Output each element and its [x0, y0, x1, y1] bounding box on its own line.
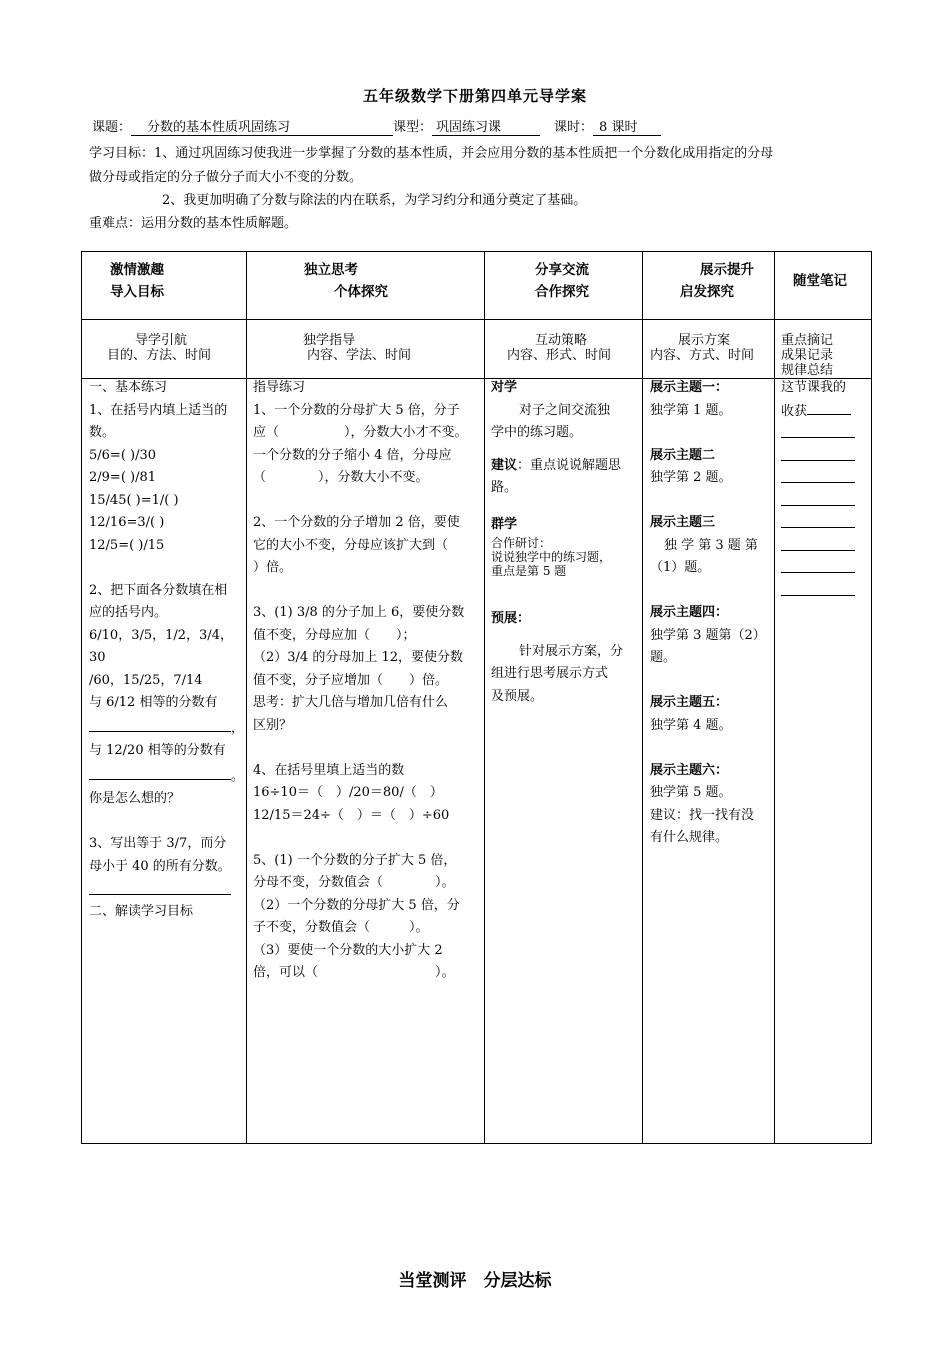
header-col4-line2: 启发探究 [680, 284, 734, 300]
col2-line: 4、在括号里填上适当的数 [253, 762, 405, 778]
col1-line: 2/9=( )/81 [89, 470, 157, 485]
col3-line: 组进行思考展示方式 [491, 666, 609, 681]
col2-line: 2、一个分数的分子增加 2 倍，要使 [253, 515, 460, 530]
subheader-col5 [781, 333, 833, 378]
col1-line: 5/6=( )/30 [89, 447, 157, 463]
subheader-col4-line1: 展示方案 [678, 333, 731, 348]
key-points: 重难点：运用分数的基本性质解题。 [89, 216, 298, 231]
col2-line: 12/15＝24÷（ ）＝（ ）÷60 [253, 807, 450, 823]
hours-value: 8 课时 [593, 116, 661, 136]
subheader-col3-line2: 内容、形式、时间 [507, 348, 612, 363]
header-col4 [680, 259, 754, 303]
header-col2-line2: 个体探究 [334, 284, 388, 300]
header-col2 [296, 259, 388, 303]
col2-line: ）倍。 [253, 560, 293, 575]
col4-line: 独学第 4 题。 [650, 717, 732, 733]
col3-line: 重点是第 5 题 [491, 564, 567, 578]
subheader-col1-line2: 目的、方法、时间 [107, 348, 212, 363]
col4-topic-3: 展示主题三 [650, 515, 716, 530]
subheader-col1 [107, 333, 211, 363]
goal-line-3: 2、我更加明确了分数与除法的内在联系，为学习约分和通分奠定了基础。 [162, 193, 587, 208]
col3-suggestion: 建议：重点说说解题思 [491, 457, 622, 473]
col3-line: 学中的练习题。 [491, 425, 583, 440]
col2-line: 区别？ [253, 717, 293, 733]
col1-line: 1、在括号内填上适当的 [89, 402, 228, 418]
header-col5: 随堂笔记 [793, 273, 847, 289]
col1-line: /60，15/25，7/14 [89, 672, 203, 688]
hours-label: 课时： [554, 120, 594, 135]
col3-line: 路。 [491, 480, 518, 495]
col4-line: 题。 [650, 650, 677, 665]
section-footer-title: 当堂测评 分层达标 [398, 1271, 552, 1291]
subheader-col4-line2: 内容、方式、时间 [650, 348, 755, 363]
col1-line: 15/45( )=1/( ) [89, 492, 179, 508]
subheader-col5-line3: 规律总结 [781, 363, 834, 378]
col4-topic-5: 展示主题五： [650, 695, 729, 710]
col3-heading-group: 群学 [491, 516, 518, 532]
col2-line: 它的大小不变，分母应该扩大到（ [253, 537, 449, 553]
type-value: 巩固练习课 [432, 116, 540, 136]
col2-content [253, 377, 483, 985]
col2-line: （2）3/4 的分母加上 12，要使分数 [253, 650, 463, 665]
col2-line: 5、(1) 一个分数的分子扩大 5 倍， [253, 852, 457, 868]
col1-line: 2、把下面各分数填在相 [89, 582, 228, 598]
col1-line: 12/16=3/( ) [89, 515, 165, 530]
header-col1-line1: 激情激趣 [110, 262, 164, 278]
col1-line: 数。 [89, 425, 116, 440]
col1-content [89, 377, 245, 923]
subheader-col5-line1: 重点摘记 [781, 333, 834, 348]
col1-line: 你是怎么想的？ [89, 791, 181, 806]
col1-answer-line: 。 [89, 763, 245, 789]
col2-line: 值不变，分子应增加（ ）倍。 [253, 672, 449, 688]
col2-line: 倍，可以（ ）。 [253, 965, 455, 980]
col2-line: 子不变，分数值会（ ）。 [253, 920, 429, 935]
col1-line: 应的括号内。 [89, 605, 168, 620]
header-col2-line1: 独立思考 [304, 262, 358, 278]
col4-line: 建议：找一找有没 [650, 807, 755, 823]
col2-line: 3、(1) 3/8 的分子加上 6，要使分数 [253, 605, 465, 620]
col4-topic-4: 展示主题四： [650, 605, 729, 620]
col1-line: 一、基本练习 [89, 380, 168, 395]
col3-line: 对子之间交流独 [519, 402, 611, 418]
col2-line: 16÷10＝（ ）/20＝80/（ ） [253, 785, 443, 800]
page-title: 五年级数学下册第四单元导学案 [362, 87, 587, 105]
header-col4-line1: 展示提升 [700, 262, 754, 278]
col4-line: 独 学 第 3 题 第 [664, 537, 758, 553]
col4-line: 独学第 2 题。 [650, 470, 732, 485]
subheader-col5-line2: 成果记录 [781, 348, 834, 363]
col1-answer-line: ， [89, 715, 245, 741]
col4-line: 独学第 1 题。 [650, 402, 732, 418]
col2-line: 一个分数的分子缩小 4 倍，分母应 [253, 447, 452, 463]
col3-content [491, 377, 641, 708]
col1-line: 12/5=( )/15 [89, 537, 165, 553]
col4-topic-6: 展示主题六： [650, 762, 729, 778]
col3-line: 及预展。 [491, 688, 544, 704]
col4-line: 独学第 3 题第（2） [650, 627, 766, 643]
col5-gain-line: 收获 [781, 400, 869, 424]
col2-line: （2）一个分数的分母扩大 5 倍，分 [253, 897, 460, 913]
col3-line: 合作研讨： [491, 536, 552, 550]
subheader-col3-line1: 互动策略 [535, 333, 588, 348]
col1-line: 6/10，3/5，1/2，3/4，30 [89, 627, 233, 665]
subheader-col1-line1: 导学引航 [135, 333, 188, 348]
col1-line: 3、写出等于 3/7，而分 [89, 836, 227, 851]
col2-line: （ ），分数大小不变。 [253, 470, 429, 485]
header-col3-line2: 合作探究 [535, 284, 589, 300]
col5-content [781, 377, 869, 603]
col2-line: 分母不变，分数值会（ ）。 [253, 875, 455, 890]
subheader-col3 [507, 333, 611, 363]
col4-line: 独学第 5 题。 [650, 785, 732, 800]
col2-line: 思考：扩大几倍与增加几倍有什么 [253, 695, 449, 710]
col2-line: 应（ ），分数大小才不变。 [253, 425, 468, 440]
header-col3 [535, 259, 589, 303]
col4-topic-2: 展示主题二 [650, 447, 716, 463]
col1-line: 二、解读学习目标 [89, 903, 194, 919]
col5-line: 这节课我的 [781, 380, 847, 395]
header-col1-line2: 导入目标 [110, 284, 164, 300]
subheader-col4 [650, 333, 754, 363]
header-col1 [110, 259, 164, 303]
type-label: 课型： [393, 120, 433, 135]
subheader-col2-line1: 独学指导 [303, 333, 356, 348]
col3-line: 说说独学中的练习题， [491, 550, 612, 564]
col2-line: （3）要使一个分数的大小扩大 2 [253, 942, 443, 958]
subheader-col2-line2: 内容、学法、时间 [307, 348, 412, 363]
col4-topic-1: 展示主题一： [650, 380, 729, 395]
col4-content [650, 377, 772, 850]
col2-line: 指导练习 [253, 380, 306, 395]
col2-line: 1、一个分数的分母扩大 5 倍，分子 [253, 402, 460, 418]
topic-label: 课题： [92, 120, 132, 135]
col3-heading-preview: 预展： [491, 611, 531, 626]
col1-line: 与 12/20 相等的分数有 [89, 743, 226, 758]
lesson-meta [92, 116, 661, 136]
col1-line: 母小于 40 的所有分数。 [89, 858, 231, 874]
col3-line: 针对展示方案，分 [519, 643, 624, 659]
col4-line: （1）题。 [650, 560, 711, 575]
col3-heading-pair: 对学 [491, 380, 518, 395]
topic-value: 分数的基本性质巩固练习 [131, 116, 393, 136]
col4-line: 有什么规律。 [650, 830, 729, 845]
col1-line: 与 6/12 相等的分数有 [89, 695, 218, 710]
col2-line: 值不变，分母应加（ ）； [253, 627, 416, 643]
subheader-col2 [303, 333, 411, 363]
header-col3-line1: 分享交流 [535, 262, 589, 278]
goal-line-2: 做分母或指定的分子做分子而大小不变的分数。 [89, 170, 363, 185]
goal-line-1: 学习目标：1、通过巩固练习使我进一步掌握了分数的基本性质，并会应用分数的基本性质把一个分数化成用指定的分母 [89, 146, 774, 161]
